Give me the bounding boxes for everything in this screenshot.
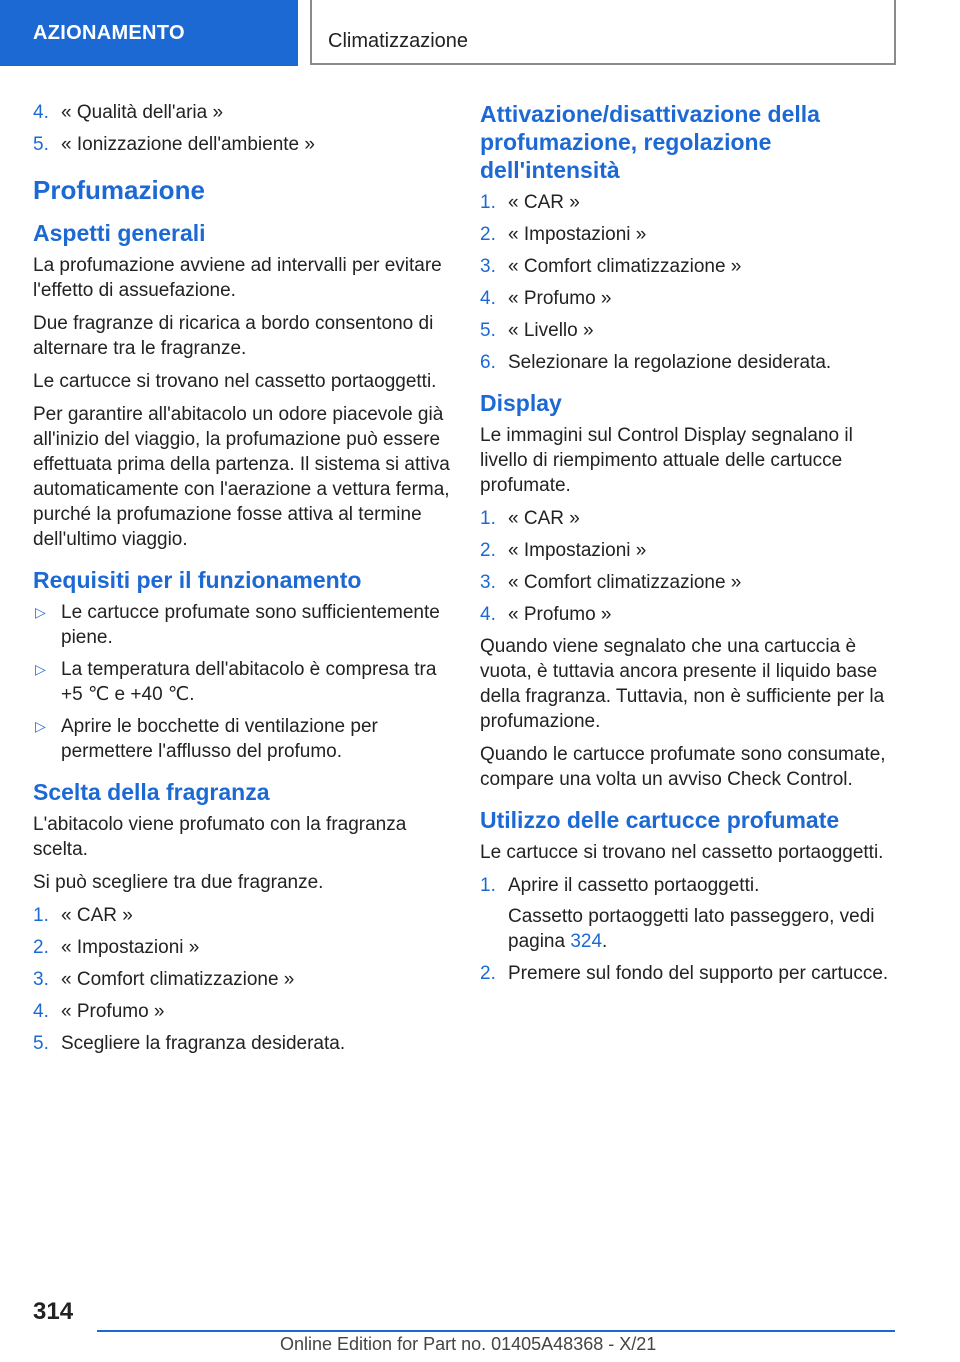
list-item: 4. « Profumo » [480,604,612,625]
paragraph: Si può scegliere tra due fragranze. [33,872,324,893]
page-header [0,0,960,66]
requirements-list [33,600,451,764]
list-item: 1. « CAR » [33,905,133,926]
usage-heading: Utilizzo delle cartucce profumate [480,807,840,833]
triangle-bullet-icon: ▷ [35,718,46,734]
triangle-bullet-icon: ▷ [35,661,46,677]
paragraph: Le cartucce si trovano nel cassetto portaoggetti. [480,842,884,863]
choice-steps [33,903,451,1056]
list-item: 5. « Ionizzazione dell'ambiente » [33,134,315,155]
activation-heading: Attivazione/disattivazione della profumazione, regolazione dell'intensità [480,101,820,183]
usage-steps [480,873,900,986]
choice-heading: Scelta della fragranza [33,779,270,805]
list-item: ▷ Aprire le bocchette di ventilazione per permettere l'afflusso del profumo. [35,716,378,762]
requirements-heading: Requisiti per il funzionamento [33,567,362,593]
list-item: 3. « Comfort climatizzazione » [480,572,742,593]
paragraph: Due fragranze di ricarica a bordo consentono di alternare tra le fragranze. [33,313,434,359]
intro-list [33,100,451,157]
display-heading: Display [480,390,562,416]
activation-steps [480,190,900,375]
section-title: Profumazione [33,175,205,205]
list-item: 4. « Qualità dell'aria » [33,102,224,123]
list-item: 2. Premere sul fondo del supporto per cartucce. [480,963,889,984]
paragraph: L'abitacolo viene profumato con la fragranza scelta. [33,814,407,860]
list-item: ▷ La temperatura dell'abitacolo è compresa tra +5 ℃ e +40 ℃. [35,659,437,705]
list-item: 1. « CAR » [480,192,580,213]
triangle-bullet-icon: ▷ [35,604,46,620]
paragraph: Le cartucce si trovano nel cassetto portaoggetti. [33,371,437,392]
footer-divider [97,1330,895,1332]
paragraph: La profumazione avviene ad intervalli per evitare l'effetto di assuefazione. [33,255,442,301]
list-item: 1. Aprire il cassetto portaoggetti. Cassetto portaoggetti lato passeggero, vedi pagina 324. [480,873,900,954]
list-item: 6. Selezionare la regolazione desiderata. [480,352,832,373]
footer-edition: Online Edition for Part no. 01405A48368 - X/21 [280,1334,657,1354]
paragraph: Le immagini sul Control Display segnalano il livello di riempimento attuale delle cartucce profumate. [480,425,853,496]
list-item: ▷ Le cartucce profumate sono sufficientemente piene. [35,602,440,648]
page-link[interactable]: 324 [570,931,603,952]
list-item: 4. « Profumo » [33,1001,165,1022]
display-steps [480,506,900,627]
paragraph: Quando le cartucce profumate sono consumate, compare una volta un avviso Check Control. [480,744,886,790]
paragraph: Per garantire all'abitacolo un odore piacevole già all'inizio del viaggio, la profumazione può essere effettuata prima della partenza. Il sistema si attiva automaticamente con l'aerazione a vettura ferma, purché la profumazione fosse attiva al termine dell'ultimo viaggio. [33,404,450,550]
list-item: 3. « Comfort climatizzazione » [33,969,295,990]
list-item: 3. « Comfort climatizzazione » [480,256,742,277]
paragraph: Quando viene segnalato che una cartuccia è vuota, è tuttavia ancora presente il liquido base della fragranza. Tuttavia, non è sufficiente per la profumazione. [480,636,885,732]
list-item: 5. Scegliere la fragranza desiderata. [33,1033,346,1054]
section-tab[interactable]: AZIONAMENTO [0,0,298,66]
right-column [480,100,900,993]
list-item: 4. « Profumo » [480,288,612,309]
list-item: 1. « CAR » [480,508,580,529]
step-subtext: Cassetto portaoggetti lato passeggero, vedi pagina 324. [508,906,875,952]
list-item: 2. « Impostazioni » [480,224,647,245]
list-item: 2. « Impostazioni » [33,937,200,958]
left-column [33,100,451,1063]
topic-tab[interactable]: Climatizzazione [310,0,896,65]
list-item: 2. « Impostazioni » [480,540,647,561]
page-number: 314 [33,1298,74,1325]
list-item: 5. « Livello » [480,320,594,341]
general-heading: Aspetti generali [33,220,206,246]
